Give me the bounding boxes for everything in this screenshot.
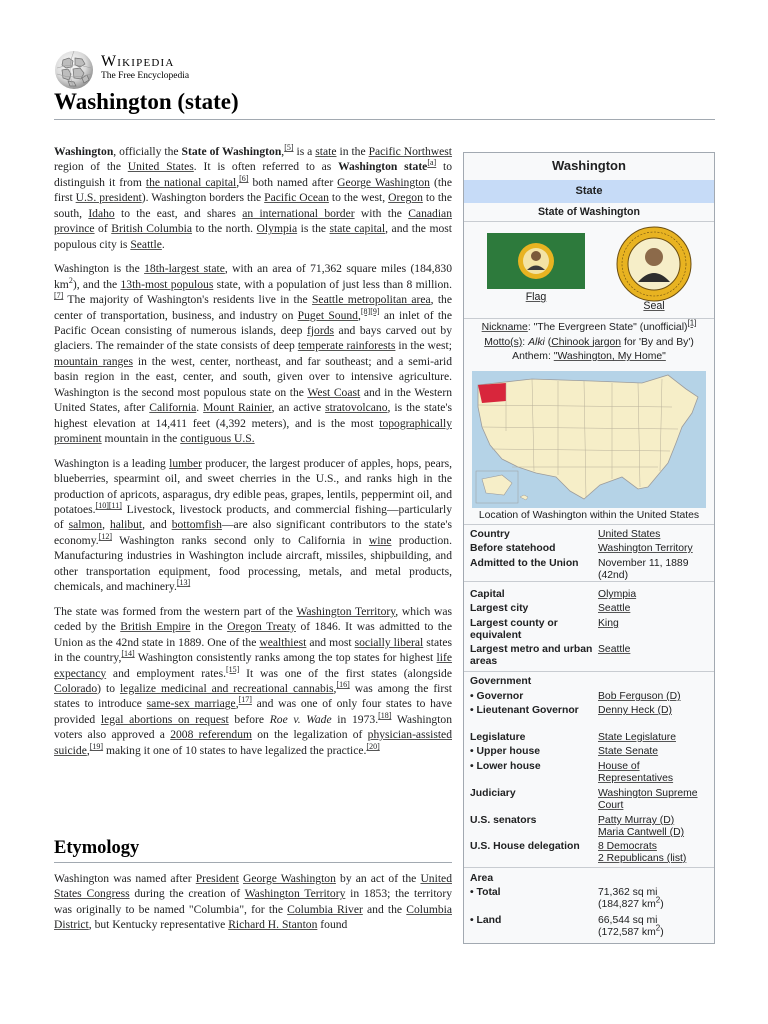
text-run: ), and the [72, 277, 121, 291]
article-link[interactable]: U.S. president [75, 191, 142, 205]
infobox-separator [464, 524, 714, 525]
article-link[interactable]: life expectancy [54, 651, 452, 680]
text-run: Washington state [338, 160, 428, 174]
article-link[interactable]: President [195, 872, 239, 885]
text-run: Livestock, livestock products, and commercial fishing—particularly of [54, 502, 452, 532]
motto-line: Motto(s): Alki (Chinook jargon for 'By and By') [484, 336, 694, 348]
text-run: and the [362, 902, 407, 916]
article-link[interactable]: salmon [68, 518, 103, 532]
text-run: and employment rates. [106, 666, 226, 680]
infobox-row-label: Judiciary [470, 788, 516, 799]
text-run: , an active [271, 401, 326, 415]
text-run: to the north. [192, 222, 257, 236]
wikipedia-wordmark[interactable]: Wikipedia [101, 53, 175, 70]
text-run: (the first [54, 175, 452, 205]
nickname-label[interactable]: Nickname [481, 322, 528, 333]
text-run: to the west, [328, 191, 389, 205]
article-link[interactable]: Columbia River [287, 902, 363, 916]
reference-link: 2 [68, 275, 73, 285]
article-link[interactable]: United States Congress [54, 872, 452, 901]
infobox-row-value[interactable]: 8 Democrats 2 Republicans (list) [598, 841, 687, 865]
infobox-row-label: Admitted to the Union [470, 558, 579, 569]
paragraph-geography [54, 261, 452, 446]
text-run: Washington was named after [54, 872, 196, 885]
article-link[interactable]: Richard H. Stanton [228, 918, 318, 932]
article-link[interactable]: British Columbia [111, 222, 193, 236]
flag-image[interactable] [487, 233, 585, 289]
text-run: It was one of the first states (alongside [239, 666, 452, 680]
article-link[interactable]: British Empire [120, 620, 191, 634]
text-run: production. Manufacturing industries in Washington include aircraft, missiles, shipbuilding, and other transportation equipment, food processing, metals, and metal products, chemicals, and machinery. [54, 533, 452, 594]
reference-link[interactable]: [8][9] [360, 306, 380, 316]
infobox-row-label: Largest metro and urban areas [470, 644, 593, 668]
infobox-row-label: • Land [470, 915, 502, 926]
text-run: Washington is a leading [54, 456, 170, 470]
article-link[interactable]: California [149, 401, 197, 415]
reference-link[interactable]: [19] [89, 741, 104, 751]
infobox-row-label: • Total [470, 887, 501, 898]
text-run: an inlet of the Pacific Ocean consisting of numerous islands, deep [54, 308, 452, 337]
infobox-type-header: State [464, 180, 714, 203]
article-link[interactable]: Pacific Ocean [264, 191, 329, 205]
paragraph-history [54, 604, 452, 759]
infobox-row-value[interactable]: United States [598, 529, 661, 540]
area-section-heading: Area [470, 873, 494, 884]
text-run: , [102, 518, 110, 532]
reference-link[interactable]: [15] [225, 664, 240, 674]
article-link[interactable]: bottomfish [171, 518, 222, 532]
article-link[interactable]: Puget Sound [297, 308, 358, 322]
seal-caption[interactable]: Seal [643, 300, 665, 312]
infobox-row-value[interactable]: Patty Murray (D) Maria Cantwell (D) [598, 815, 685, 839]
infobox-separator [464, 318, 714, 319]
motto-translation: (Chinook jargon for 'By and By') [544, 336, 694, 348]
text-run: of 1846. It was admitted to the Union as the 42nd state in 1889. One of the [54, 620, 452, 649]
article-link[interactable]: physician-assisted suicide [54, 728, 453, 757]
article-link[interactable]: Washington Territory [296, 604, 396, 618]
reference-link[interactable]: [14] [121, 649, 135, 659]
text-run: mountain in the [101, 432, 181, 446]
article-link[interactable]: Olympia [256, 222, 298, 236]
reference-link[interactable]: [20] [366, 741, 380, 751]
reference-link[interactable]: [12] [98, 532, 112, 542]
article-link[interactable]: legal abortions on request [100, 712, 229, 726]
paragraph-etymology [54, 871, 452, 933]
article-link[interactable]: same-sex marriage [146, 697, 236, 711]
page-title: Washington (state) [54, 89, 239, 114]
text-run: , [333, 681, 337, 695]
text-run: before [228, 712, 270, 726]
infobox [463, 152, 715, 944]
text-run: , officially the [113, 145, 182, 158]
infobox-row-value[interactable]: State Legislature [598, 732, 676, 743]
text-run: Washington [54, 145, 114, 158]
infobox-row-label: • Upper house [470, 746, 541, 757]
article-link[interactable]: lumber [169, 456, 202, 470]
infobox-row-value[interactable]: Seattle [598, 644, 631, 655]
text-run: and was one of only four states to have provided [54, 697, 453, 726]
text-run: state, with a population of just less than 8 million. [213, 277, 452, 291]
article-link[interactable]: Seattle metropolitan area [311, 293, 431, 307]
text-run: , [281, 145, 285, 158]
paragraph-intro [54, 144, 452, 252]
text-run: The state was formed from the western part of the [54, 604, 297, 618]
article-link[interactable]: the national capital [145, 175, 237, 189]
text-run: , [86, 743, 90, 757]
article-link[interactable]: halibut [109, 518, 143, 532]
infobox-row-label: • Lieutenant Governor [470, 705, 579, 716]
text-run: , [357, 308, 361, 322]
infobox-row-label: U.S. senators [470, 815, 537, 826]
text-run: Washington is the [54, 262, 145, 276]
article-link[interactable]: Pacific Northwest [368, 145, 453, 158]
text-run: in 1853; the territory was originally to be named "Columbia", for the [54, 887, 453, 916]
article-link[interactable]: 2008 referendum [170, 728, 253, 742]
article-link[interactable]: West Coast [307, 385, 361, 399]
section-divider [54, 862, 452, 863]
text-run: , but Kentucky representative [88, 918, 229, 932]
reference-link[interactable]: [6] [239, 174, 249, 184]
article-body [54, 144, 452, 767]
infobox-row-value[interactable]: Denny Heck (D) [598, 705, 672, 716]
nickname-value: : "The Evergreen State" (unofficial) [527, 322, 688, 333]
infobox-row-value[interactable]: Washington Territory [598, 543, 693, 554]
infobox-separator [464, 671, 714, 672]
text-run: both named after [248, 175, 338, 189]
article-link[interactable]: 13th-most populous [120, 277, 214, 291]
text-run: in the west, center, northeast, and far southeast; and a semi-arid basin region in the east, center, and south, given over to intensive agriculture. Washington is the second most populous state on the [54, 354, 452, 399]
text-run: —are also significant contributors to the state's economy. [54, 518, 453, 547]
text-run: on the legalization of [252, 728, 368, 742]
article-link[interactable]: George Washington [337, 175, 430, 189]
infobox-row-value: 71,362 sq mi (184,827 $km^2$) [598, 887, 664, 911]
article-link[interactable]: Mount Rainier [203, 401, 272, 415]
section-heading-etymology: Etymology [54, 838, 140, 858]
article-link[interactable]: Colorado [54, 681, 98, 695]
text-run: was among the first states to introduce [54, 681, 452, 711]
text-run: states in the country, [54, 635, 453, 665]
text-run: is the [297, 222, 330, 236]
text-run: making it one of 10 states to have legalized the practice. [103, 743, 367, 757]
article-link[interactable]: state [315, 145, 337, 158]
text-run: in the [190, 620, 228, 634]
infobox-row-value[interactable]: Washington Supreme Court [598, 788, 698, 812]
motto-value: Alki [528, 336, 545, 348]
text-run: found [317, 918, 348, 932]
reference-link[interactable]: [a] [427, 158, 437, 168]
reference-link[interactable]: [10][11] [95, 501, 122, 511]
text-run: in 1973. [331, 712, 379, 726]
article-link[interactable]: legalize medicinal and recreational cannabis [119, 681, 334, 695]
text-run: , is the state's highest elevation at 14,411 feet (4,392 meters), and is the most [54, 401, 453, 430]
flag-caption[interactable]: Flag [525, 291, 547, 303]
text-run: , [235, 697, 239, 711]
infobox-row-label: • Governor [470, 691, 524, 702]
text-run: , and [142, 518, 172, 532]
article-link[interactable]: topographically prominent [54, 416, 452, 446]
anthem-value[interactable]: "Washington, My Home" [553, 351, 666, 362]
infobox-row-value[interactable]: King [598, 618, 619, 629]
article-link[interactable]: George Washington [242, 872, 336, 885]
text-run: during the creation of [129, 887, 245, 901]
article-link[interactable]: contiguous U.S. [180, 432, 255, 446]
text-run: Washington consistently ranks among the top states for highest [134, 651, 437, 665]
text-run: is a [293, 145, 316, 158]
infobox-row-value[interactable]: House of Representatives [598, 761, 674, 785]
infobox-row-label: • Lower house [470, 761, 541, 772]
article-link[interactable]: state capital [329, 222, 386, 236]
nickname-line [464, 318, 714, 336]
motto-label[interactable]: Motto(s) [484, 336, 523, 348]
text-run: The majority of Washington's residents live in the [63, 293, 312, 307]
text-run: State of Washington [181, 145, 282, 158]
reference-link[interactable]: [5] [284, 143, 294, 153]
article-link[interactable]: Columbia District [54, 902, 452, 932]
infobox-row-label: Largest city [470, 603, 529, 614]
map-caption: Location of Washington within the United States [478, 510, 700, 521]
paragraph-economy [54, 456, 452, 595]
article-link[interactable]: wine [368, 533, 392, 547]
wikipedia-globe-logo[interactable] [54, 50, 94, 90]
text-run: in the west; [395, 339, 452, 353]
reference-link[interactable]: [17] [238, 695, 252, 705]
text-run: and bays carved out by glaciers. The remainder of the state consists of deep [54, 323, 452, 353]
infobox-row-label: Capital [470, 589, 505, 600]
text-run: , and the most populous city is [54, 222, 452, 251]
text-run: , the center of transportation, business, and industry on [54, 293, 452, 322]
text-run: Washington voters also approved a [54, 712, 453, 742]
infobox-separator [464, 221, 714, 222]
text-run: , which was ceded by the [54, 604, 453, 634]
infobox-row-value: November 11, 1889 (42nd) [598, 558, 689, 582]
article-link[interactable]: United States [127, 160, 194, 174]
title-divider [54, 119, 715, 120]
government-section-heading: Government [470, 676, 532, 687]
text-run: . [161, 237, 165, 251]
text-run: and most [306, 635, 355, 649]
text-run: in the [336, 145, 369, 158]
text-run: ). Washington borders the [141, 191, 265, 205]
text-run: region of the [54, 160, 128, 174]
article-link[interactable]: Seattle [130, 237, 162, 251]
article-link[interactable]: wealthiest [259, 635, 307, 649]
text-run: Roe v. Wade [269, 712, 332, 726]
text-run: to distinguish it from [54, 160, 453, 189]
flag-seal-icon [487, 233, 585, 289]
article-link[interactable]: fjords [306, 323, 335, 337]
infobox-row-label: Before statehood [470, 543, 556, 554]
article-link[interactable]: socially liberal [354, 635, 424, 649]
infobox-row-value[interactable]: State Senate [598, 746, 659, 757]
article-link[interactable]: stratovolcano [325, 401, 388, 415]
wikipedia-tagline: The Free Encyclopedia [101, 71, 190, 81]
anthem-label: Anthem [512, 351, 548, 362]
article-link[interactable]: Washington Territory [244, 887, 346, 901]
text-run: . It is often referred to as [193, 160, 339, 174]
infobox-row-label: Largest county or equivalent [470, 618, 558, 642]
text-run: , with an area of 71,362 square miles (184,830 km [54, 262, 452, 291]
text-run: Washington ranks second only to California in [111, 533, 369, 547]
infobox-row-value[interactable]: Olympia [598, 589, 637, 600]
locator-map[interactable] [472, 371, 706, 508]
infobox-row-label: Country [470, 529, 510, 540]
anthem-line: Anthem: "Washington, My Home" [512, 351, 666, 362]
infobox-title: Washington [552, 158, 626, 173]
nickname-ref[interactable]: [1] [687, 318, 697, 328]
infobox-row-label: U.S. House delegation [470, 841, 580, 852]
infobox-row-label: Legislature [470, 732, 526, 743]
infobox-separator [464, 867, 714, 868]
infobox-separator [464, 581, 714, 582]
article-link[interactable]: 18th-largest state [144, 262, 225, 276]
text-run: to the east, and shares [114, 206, 243, 220]
text-run: with the [354, 206, 409, 220]
infobox-row-value: 66,544 sq mi (172,587 $km^2$) [598, 915, 664, 939]
infobox-row-value[interactable]: Bob Ferguson (D) [598, 691, 681, 702]
text-run: producer, the largest producer of apples, hops, pears, blueberries, spearmint oil, and sweet cherries in the U.S., and ranks high in the production of apricots, asparagus, dry edible peas, grapes, lentils, peppermint oil, and potatoes. [54, 456, 452, 516]
infobox-official-name: State of Washington [537, 206, 640, 218]
chinook-jargon-link[interactable]: Chinook jargon [551, 336, 622, 348]
reference-link[interactable]: [18] [378, 711, 392, 720]
reference-link[interactable]: [13] [176, 578, 191, 588]
article-link[interactable]: an international border [242, 206, 355, 220]
reference-link[interactable]: [7] [54, 291, 64, 301]
text-run: of [94, 222, 112, 236]
article-link[interactable]: mountain ranges [54, 354, 133, 368]
us-map-icon [472, 371, 706, 508]
text-run: by an act of the [335, 872, 421, 885]
article-link[interactable]: Oregon [388, 191, 423, 205]
text-run: to the south, [54, 191, 452, 220]
article-link[interactable]: Canadian province [54, 206, 452, 236]
text-run: , [236, 175, 240, 189]
text-run: . [196, 401, 204, 415]
infobox-row-value[interactable]: Seattle [598, 603, 631, 614]
reference-link[interactable]: [16] [336, 680, 350, 690]
text-run: and in the Western United States, after [54, 385, 452, 415]
article-link[interactable]: temperate rainforests [297, 339, 396, 353]
article-link[interactable]: Oregon Treaty [227, 620, 296, 634]
infobox-symbols [464, 318, 714, 365]
article-link[interactable]: Idaho [88, 206, 115, 220]
seal-image[interactable] [616, 226, 692, 302]
text-run: ) to [97, 681, 120, 695]
